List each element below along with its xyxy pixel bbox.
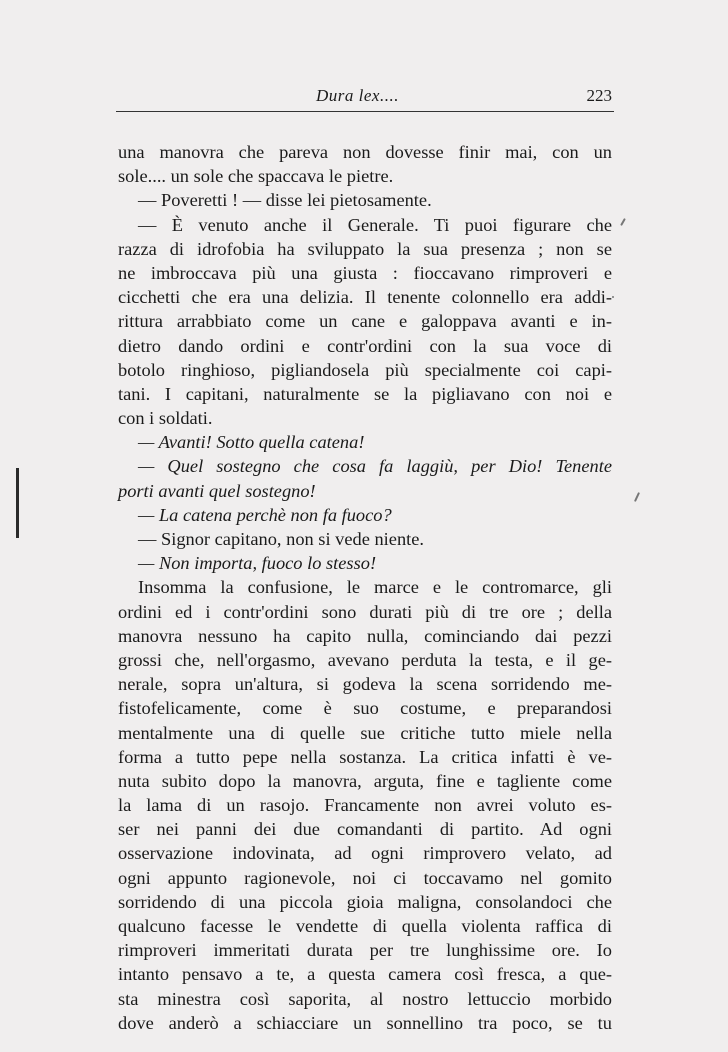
text-line: cicchetti che era una delizia. Il tenente colonnello era addi- [118, 287, 612, 308]
text-line: ogni appunto ragionevole, noi ci toccavamo nel gomito [118, 867, 612, 888]
text-line: nuta subito dopo la manovra, arguta, fine e tagliente come [118, 770, 612, 791]
text-line: botolo ringhioso, pigliandosela più specialmente coi capi- [118, 359, 612, 380]
text-line: sta minestra così saporita, al nostro lettuccio morbido [118, 988, 612, 1009]
text-line: — Signor capitano, non si vede niente. [138, 529, 425, 549]
paper-speck [620, 218, 626, 226]
text-line: una manovra che pareva non dovesse finir mai, con un [118, 142, 612, 162]
text-line: dietro dando ordini e contr'ordini con la sua voce di [118, 335, 612, 356]
text-line: manovra nessuno ha capito nulla, cominciando dai pezzi [118, 625, 612, 646]
binding-mark [16, 468, 19, 538]
text-line: — Quel sostegno che cosa fa laggiù, per Dio! Tenente [138, 456, 612, 477]
body-text [118, 140, 612, 1035]
page-number: 223 [586, 86, 612, 105]
text-line: ordini ed i contr'ordini sono durati più di tre ore ; della [118, 601, 612, 622]
text-line: ser nei panni dei due comandanti di partito. Ad ogni [118, 819, 612, 840]
text-line: mentalmente una di quelle sue critiche tutto miele nella [118, 722, 612, 743]
text-line: — La catena perchè non fa fuoco? [138, 504, 392, 525]
text-line: osservazione indovinata, ad ogni rimprovero velato, ad [118, 843, 612, 864]
text-line: intanto pensavo a te, a questa camera così fresca, a que- [118, 964, 612, 985]
text-line: — È venuto anche il Generale. Ti puoi figurare che [138, 214, 612, 235]
text-line: tani. I capitani, naturalmente se la pigliavano con noi e [118, 383, 612, 404]
running-title: Dura lex.... [316, 86, 399, 105]
text-line: grossi che, nell'orgasmo, avevano perduta la testa, e il ge- [118, 649, 612, 670]
text-line: rimproveri immeritati durata per tre lunghissime ore. Io [118, 940, 612, 961]
text-line: con i soldati. [118, 408, 213, 429]
text-line: forma a tutto pepe nella sostanza. La critica infatti è ve- [118, 746, 612, 767]
text-line: ne imbroccava più una giusta : fioccavano rimproveri e [118, 262, 612, 283]
text-line: nerale, sopra un'altura, si godeva la scena sorridendo me- [118, 674, 612, 695]
text-line: Insomma la confusione, le marce e le contromarce, gli [138, 577, 612, 598]
text-line: — Non importa, fuoco lo stesso! [138, 553, 377, 574]
text-line: sorridendo di una piccola gioia maligna, consolandoci che [118, 891, 612, 912]
page-header [118, 86, 612, 108]
text-line: fistofelicamente, come è suo costume, e preparandosi [118, 698, 612, 719]
paper-speck [634, 492, 640, 502]
text-line: — Avanti! Sotto quella catena! [138, 432, 365, 453]
text-line: dove anderò a schiacciare un sonnellino tra poco, se tu [118, 1012, 612, 1033]
header-rule [116, 111, 614, 112]
text-line: porti avanti quel sostegno! [118, 480, 316, 501]
paper-speck [612, 296, 614, 298]
text-line: rittura arrabbiato come un cane e galoppava avanti e in- [118, 311, 612, 332]
text-line: la lama di un rasojo. Francamente non avrei voluto es- [118, 795, 612, 816]
text-line: razza di idrofobia ha sviluppato la sua presenza ; non se [118, 238, 612, 259]
text-line: qualcuno facesse le vendette di quella violenta raffica di [118, 916, 612, 936]
text-line: sole.... un sole che spaccava le pietre. [118, 166, 394, 187]
text-line: — Poveretti ! — disse lei pietosamente. [138, 190, 432, 211]
